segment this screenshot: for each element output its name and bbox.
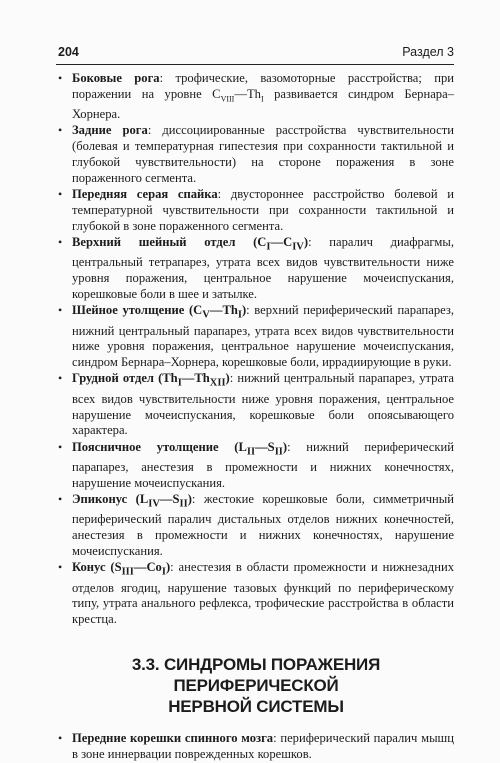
bullet-icon: • xyxy=(58,439,63,454)
bullet-icon: • xyxy=(58,234,63,249)
syndrome-list xyxy=(58,71,454,628)
item-term: Грудной отдел $(Th_I—Th_{XII})$ xyxy=(72,371,230,389)
bullet-icon: • xyxy=(58,730,63,745)
item-term: Передние корешки спинного мозга xyxy=(72,730,274,745)
bullet-icon: • xyxy=(58,123,63,138)
bullet-icon: • xyxy=(58,492,63,506)
item-description: : диссоциированные расстройства чувствительности (болевая и температурная гипестезия при сохранности тактильной и глубокой чувствительности) на стороне поражения в зоне пораженного сегмента. xyxy=(72,123,454,185)
list-item xyxy=(58,440,454,492)
bullet-icon: • xyxy=(58,303,63,318)
list-item xyxy=(58,492,454,560)
item-description: : паралич диафрагмы, центральный тетрапарез, утрата всех видов чувствительности ниже уровня поражения, центральное нарушение мочеиспускания, корешковые боли в шее и затылке. xyxy=(72,234,454,301)
list-item xyxy=(58,187,454,234)
item-description: : верхний периферический парапарез, нижний центральный парапарез, утрата всех видов чувствительности ниже уровня поражения, центральное нарушение мочеиспускания, синдром Бернара–Хорнера, корешковые боли, иррадиирующие в руки. xyxy=(72,303,454,370)
item-term: Конус $(S_{III}—Co_I)$ xyxy=(72,560,171,578)
list-item xyxy=(58,71,454,123)
list-item xyxy=(58,235,454,303)
section-heading xyxy=(58,654,454,717)
item-description: : трофические, вазомоторные расстройства; при поражении на уровне $C_{VIII}—Th_I$ развивается синдром Бернара–Хорнера. xyxy=(72,71,454,122)
item-term: Задние рога xyxy=(72,123,148,138)
bullet-icon: • xyxy=(58,560,63,575)
list-item xyxy=(58,731,454,763)
header-rule xyxy=(56,64,454,65)
list-item xyxy=(58,303,454,371)
section-label: Раздел 3 xyxy=(402,45,454,59)
bullet-icon: • xyxy=(58,71,63,85)
list-item xyxy=(58,371,454,439)
item-description: : жестокие корешковые боли, симметричный периферический паралич дистальных отделов нижних конечностей, анестезия в промежности и нижних конечностях, нарушение мочеиспускания. xyxy=(72,492,454,558)
item-term: Поясничное утолщение $(L_{II}—S_{II})$ xyxy=(72,439,288,458)
peripheral-syndrome-list xyxy=(58,731,454,763)
bullet-icon: • xyxy=(58,187,63,202)
item-description: : нижний центральный парапарез, утрата всех видов чувствительности ниже уровня поражения, центральное нарушение мочеиспускания, корешковые боли опоясывающего характера. xyxy=(72,371,454,438)
item-description: : двустороннее расстройство болевой и температурной чувствительности при сохранности тактильной и глубокой в зоне пораженного сегмента. xyxy=(72,187,454,233)
list-item xyxy=(58,123,454,186)
list-item xyxy=(58,560,454,628)
item-description: : нижний периферический парапарез, анестезия в промежности и нижних конечностях, нарушение мочеиспускания. xyxy=(72,439,454,490)
section-heading-line-1: 3.3. СИНДРОМЫ ПОРАЖЕНИЯ ПЕРИФЕРИЧЕСКОЙ xyxy=(131,654,381,695)
item-term: Боковые рога xyxy=(72,71,160,85)
item-term: Верхний шейный отдел $(C_I—C_{IV})$ xyxy=(72,234,309,253)
page-header xyxy=(56,40,454,60)
item-term: Эпиконус $(L_{IV}—S_{II})$ xyxy=(72,492,192,510)
item-description: : анестезия в области промежности и нижнезадних отделов ягодиц, нарушение тазовых функций по периферическому типу, утрата анального рефлекса, трофические расстройства в области крестца. xyxy=(72,560,454,627)
page-number: 204 xyxy=(58,45,79,59)
section-heading-line-2: НЕРВНОЙ СИСТЕМЫ xyxy=(168,696,344,716)
item-description: : периферический паралич мышц в зоне иннервации поврежденных корешков. xyxy=(72,730,454,761)
item-term: Передняя серая спайка xyxy=(72,187,218,202)
bullet-icon: • xyxy=(58,371,63,386)
page-body xyxy=(58,71,454,763)
item-term: Шейное утолщение $(C_V—Th_I)$ xyxy=(72,303,247,321)
